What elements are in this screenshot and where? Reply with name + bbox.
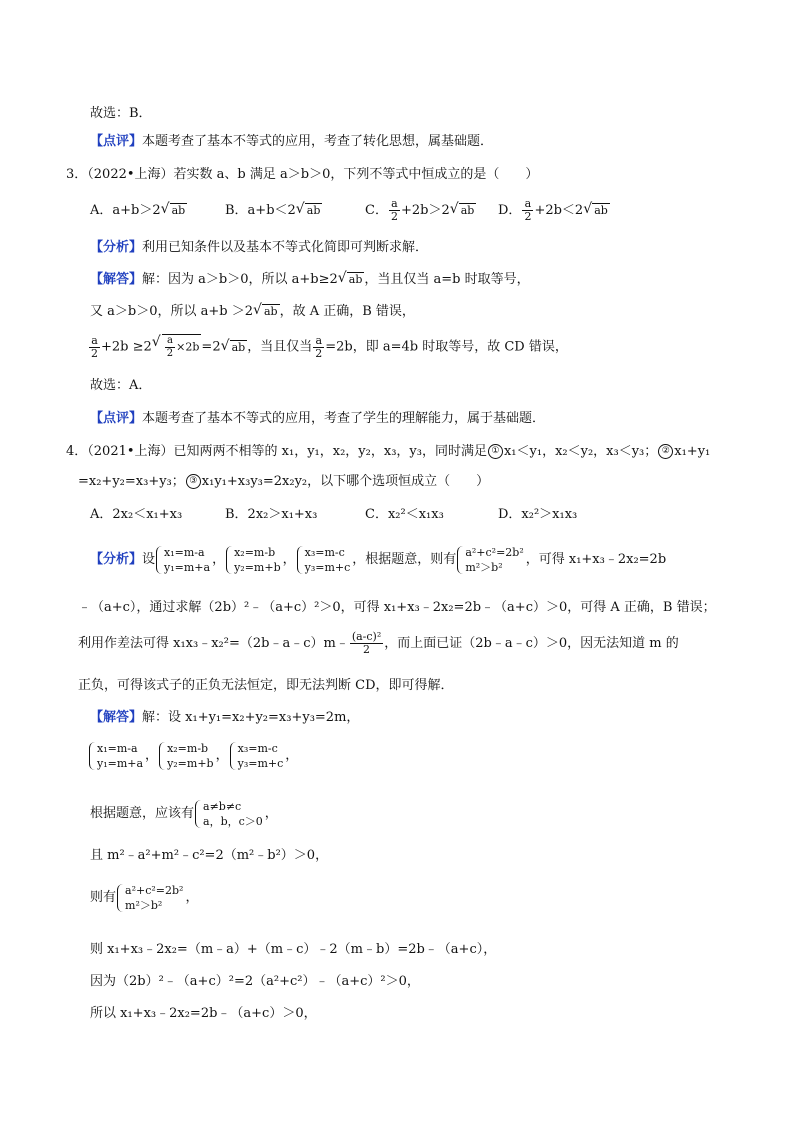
option-c: C．x₂²＜x₁x₃ xyxy=(365,507,444,522)
question-4-stem-cont: =x₂+y₂=x₃+y₃； ③ x₁y₁+x₃y₃=2x₂y₂，以下哪个选项恒成立（ ） xyxy=(78,474,490,489)
question-3-stem xyxy=(66,165,538,185)
analysis-line: 【分析】利用已知条件以及基本不等式化简即可判断求解． xyxy=(90,240,429,255)
option-d: D． $\frac{a}{2}$ +2b＜2√ ab xyxy=(498,198,610,223)
option-a: A．a+b＞2√ ab xyxy=(90,201,187,221)
option-b: B．2x₂＞x₁+x₃ xyxy=(225,507,318,522)
answer-line: 根据题意，应该有 a≠b≠c a，b，c＞0 ， xyxy=(90,799,278,828)
option-c: C． $\frac{a}{2}$ +2b＞2√ ab xyxy=(365,198,476,223)
analysis-line: 利用作差法可得 x₁x₃﹣x₂²=（2b﹣a﹣c）m﹣ $\frac{\text{(a-c)²}}{2}$ ，而上面已证（2b﹣a﹣c）＞0，因无法知道 m 的 xyxy=(78,630,679,656)
answer-line: 则有 a²+c²=2b² m²＞b² ， xyxy=(90,883,199,912)
answer-line: 所以 x₁+x₃﹣2x₂=2b﹣（a+c）＞0， xyxy=(90,1006,317,1021)
text-line: 故选：B． xyxy=(90,106,152,121)
question-4-stem: 4．（2021•上海）已知两两不相等的 x₁，y₁，x₂，y₂，x₃，y₃，同时满足 ① x₁＜y₁，x₂＜y₂，x₃＜y₃； ② x₁+y₁ xyxy=(66,444,711,459)
analysis-tag: 【分析】 xyxy=(90,240,143,255)
text-line: 故选：A． xyxy=(90,378,152,393)
answer-line: 则 x₁+x₃﹣2x₂=（m﹣a）+（m﹣c）﹣2（m﹣b）=2b﹣（a+c）， xyxy=(90,942,497,957)
analysis-line: 【分析】设 x₁=m-a y₁=m+a ， x₂=m-b y₂=m+b ， x₃=m-c y₃=m+c ，根据题意，则有 a²+c²=2b² m²＞b² ，可得 x₁+x₃﹣2x₂=2b xyxy=(90,545,667,574)
option-d: D．x₂²＞x₁x₃ xyxy=(498,507,578,522)
question-number: 3． xyxy=(66,167,88,182)
comment-tag: 【点评】 xyxy=(90,134,143,149)
answer-line: 且 m²﹣a²+m²﹣c²=2（m²﹣b²）＞0， xyxy=(90,848,329,863)
analysis-line: 正负，可得该式子的正负无法恒定，即无法判断 CD，即可得解． xyxy=(78,678,454,693)
option-a: A．2x₂＜x₁+x₃ xyxy=(90,507,183,522)
option-b: B．a+b＜2√ ab xyxy=(225,201,322,221)
answer-line: 【解答】解：因为 a＞b＞0，所以 a+b≥2√ ab ，当且仅当 a=b 时取等号， xyxy=(90,270,530,290)
answer-line: 又 a＞b＞0，所以 a+b ＞2√ ab ，故 A 正确，B 错误， xyxy=(90,302,415,322)
question-4-options xyxy=(90,505,650,525)
answer-line: $\frac{a}{2}$ +2b ≥2 √ $\frac{a}{2}$ ×2b =2√ ab ，当且仅当 $\frac{a}{2}$ =2b，即 a=4b 时取等号，故 CD 错误， xyxy=(88,334,568,364)
answer-line: 因为（2b）²﹣（a+c）²=2（a²+c²）﹣（a+c）²＞0， xyxy=(90,974,420,989)
comment-line xyxy=(90,132,493,152)
comment-line: 【点评】本题考查了基本不等式的应用，考查了学生的理解能力，属于基础题． xyxy=(90,411,546,426)
analysis-line: ﹣（a+c），通过求解（2b）²﹣（a+c）²＞0，可得 x₁+x₃﹣2x₂=2b﹣（a+c）＞0，可得 A 正确，B 错误； xyxy=(78,600,716,615)
answer-line: 【解答】解：设 x₁+y₁=x₂+y₂=x₃+y₃=2m， xyxy=(90,710,360,725)
answer-system: x₁=m-a y₁=m+a ， x₂=m-b y₂=m+b ， x₃=m-c y₃=m+c ， xyxy=(88,736,298,776)
comment-text: 本题考查了基本不等式的应用，考查了转化思想，属基础题． xyxy=(142,134,494,149)
question-text: （2022•上海）若实数 a、b 满足 a＞b＞0，下列不等式中恒成立的是（ ） xyxy=(87,167,539,182)
answer-tag: 【解答】 xyxy=(90,272,143,287)
